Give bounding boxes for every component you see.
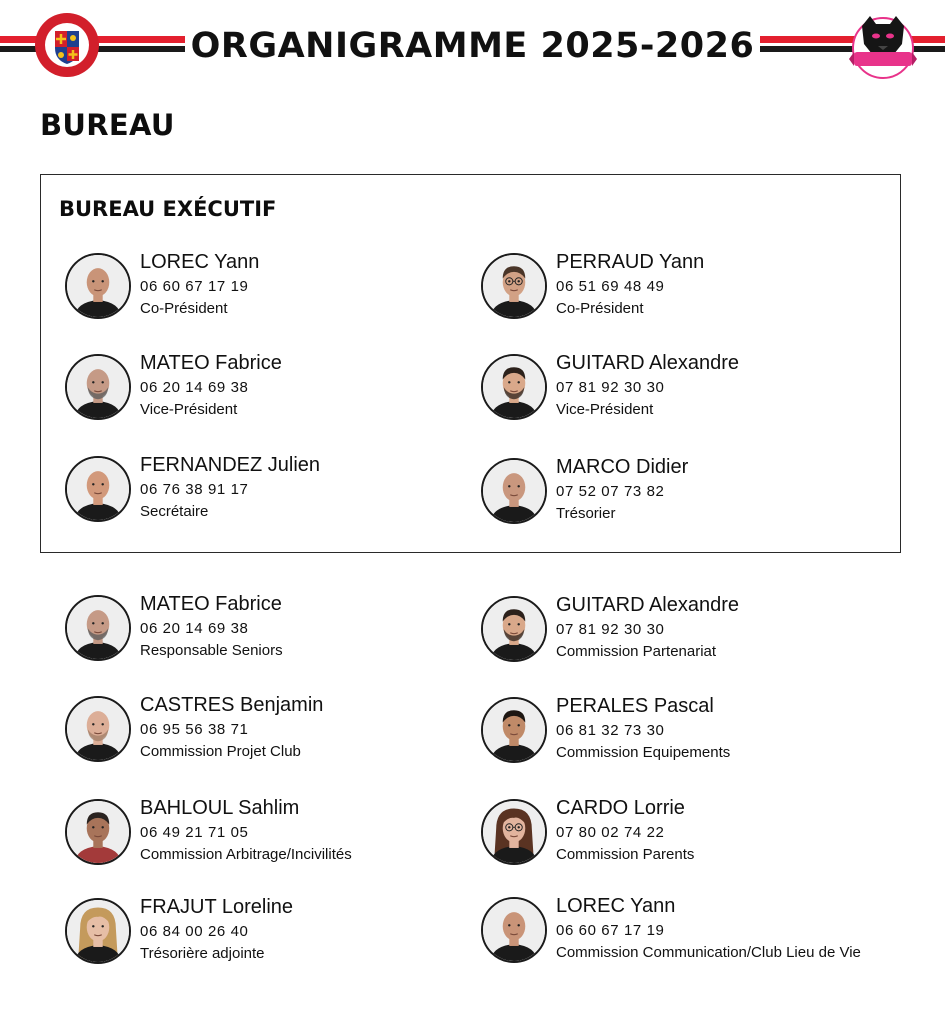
avatar-photo (67, 597, 129, 659)
person-name: LOREC Yann (140, 251, 260, 273)
person-card (65, 456, 485, 526)
person-card (481, 354, 901, 424)
person-phone[interactable]: 06 81 32 73 30 (556, 722, 665, 739)
person-card (65, 253, 485, 323)
person-card (481, 897, 901, 967)
person-role: Commission Equipements (556, 744, 731, 761)
person-phone[interactable]: 06 51 69 48 49 (556, 278, 665, 295)
person-phone[interactable]: 06 20 14 69 38 (140, 379, 249, 396)
person-card (481, 458, 901, 528)
title-banner (185, 18, 760, 74)
person-name: MATEO Fabrice (140, 593, 282, 615)
person-role: Commission Parents (556, 846, 695, 863)
person-role: Responsable Seniors (140, 642, 283, 659)
person-phone[interactable]: 06 95 56 38 71 (140, 721, 249, 738)
person-name: PERRAUD Yann (556, 251, 705, 273)
panther-logo (848, 8, 918, 80)
avatar-photo (67, 801, 129, 863)
person-name: FRAJUT Loreline (140, 896, 294, 918)
avatar (65, 799, 131, 865)
person-card (481, 253, 901, 323)
avatar (481, 253, 547, 319)
person-card (481, 697, 901, 767)
avatar (65, 595, 131, 661)
avatar-photo (483, 899, 545, 961)
person-name: BAHLOUL Sahlim (140, 797, 300, 819)
person-name: GUITARD Alexandre (556, 352, 740, 374)
person-role: Trésorier (556, 505, 616, 522)
person-role: Co-Président (556, 300, 644, 317)
person-name: PERALES Pascal (556, 695, 714, 717)
person-name: CARDO Lorrie (556, 797, 685, 819)
executive-board-title: BUREAU EXÉCUTIF (59, 197, 277, 221)
person-role: Vice-Président (556, 401, 654, 418)
avatar-photo (67, 458, 129, 520)
avatar-photo (67, 698, 129, 760)
avatar (65, 898, 131, 964)
avatar (481, 596, 547, 662)
avatar (481, 354, 547, 420)
person-role: Secrétaire (140, 503, 209, 520)
person-role: Vice-Président (140, 401, 238, 418)
avatar-photo (67, 356, 129, 418)
person-name: LOREC Yann (556, 895, 676, 917)
section-title: BUREAU (40, 108, 175, 142)
person-phone[interactable]: 07 52 07 73 82 (556, 483, 665, 500)
person-name: MARCO Didier (556, 456, 689, 478)
person-phone[interactable]: 06 76 38 91 17 (140, 481, 249, 498)
club-crest-logo (34, 12, 100, 78)
person-role: Commission Arbitrage/Incivilités (140, 846, 352, 863)
avatar (481, 897, 547, 963)
person-phone[interactable]: 06 84 00 26 40 (140, 923, 249, 940)
avatar (65, 354, 131, 420)
person-phone[interactable]: 07 81 92 30 30 (556, 379, 665, 396)
person-role: Commission Projet Club (140, 743, 301, 760)
person-phone[interactable]: 07 80 02 74 22 (556, 824, 665, 841)
person-phone[interactable]: 06 60 67 17 19 (556, 922, 665, 939)
person-role: Co-Président (140, 300, 228, 317)
person-card (65, 898, 485, 968)
avatar-photo (483, 255, 545, 317)
avatar-photo (483, 598, 545, 660)
avatar (65, 456, 131, 522)
person-card (65, 799, 485, 869)
avatar (481, 697, 547, 763)
person-role: Commission Partenariat (556, 643, 717, 660)
person-name: FERNANDEZ Julien (140, 454, 321, 476)
avatar (481, 458, 547, 524)
person-name: CASTRES Benjamin (140, 694, 324, 716)
avatar-photo (483, 699, 545, 761)
person-card (481, 596, 901, 666)
person-role: Trésorière adjointe (140, 945, 265, 962)
avatar-photo (67, 255, 129, 317)
page-title: ORGANIGRAMME 2025-2026 (190, 26, 755, 66)
avatar (65, 696, 131, 762)
person-phone[interactable]: 06 20 14 69 38 (140, 620, 249, 637)
person-phone[interactable]: 06 49 21 71 05 (140, 824, 249, 841)
person-role: Commission Communication/Club Lieu de Vie (556, 944, 861, 961)
person-card (65, 354, 485, 424)
person-card (481, 799, 901, 869)
person-card (65, 595, 485, 665)
person-name: GUITARD Alexandre (556, 594, 740, 616)
avatar-photo (483, 801, 545, 863)
avatar-photo (67, 900, 129, 962)
person-phone[interactable]: 06 60 67 17 19 (140, 278, 249, 295)
avatar-photo (483, 460, 545, 522)
avatar (481, 799, 547, 865)
avatar (65, 253, 131, 319)
person-name: MATEO Fabrice (140, 352, 282, 374)
person-phone[interactable]: 07 81 92 30 30 (556, 621, 665, 638)
avatar-photo (483, 356, 545, 418)
person-card (65, 696, 485, 766)
